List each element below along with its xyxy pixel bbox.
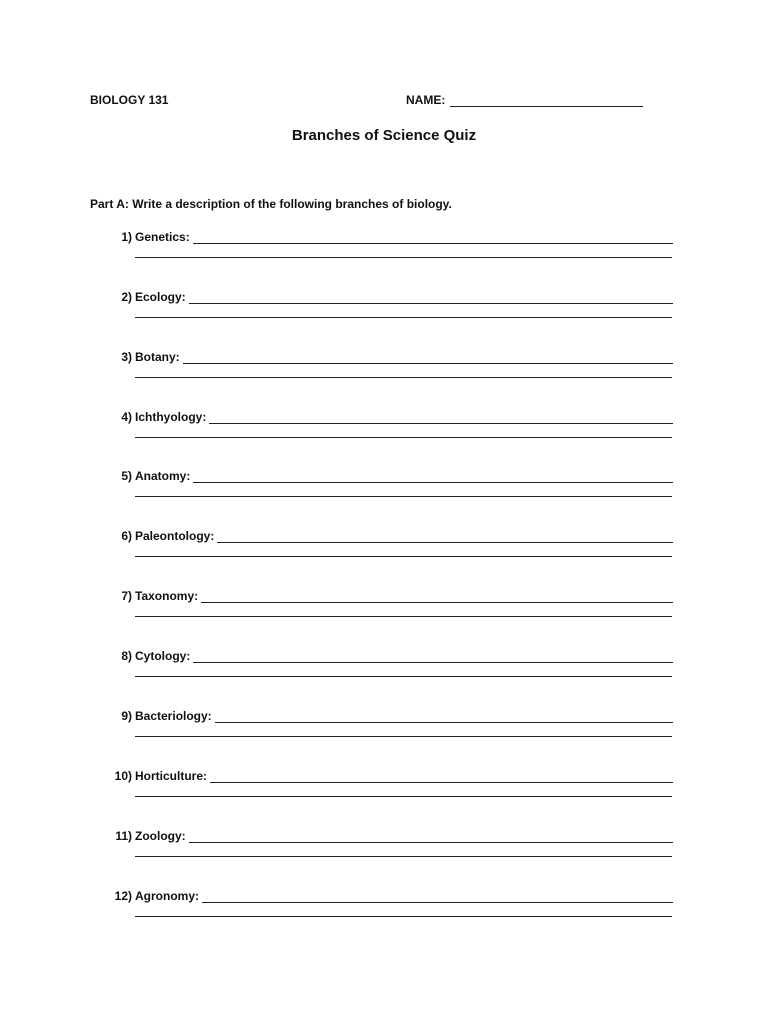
question-term: Cytology: xyxy=(135,649,191,663)
question-term: Ecology: xyxy=(135,290,186,304)
question-item xyxy=(0,230,768,270)
answer-line[interactable] xyxy=(189,830,673,843)
question-number: 5) xyxy=(121,469,132,483)
answer-line[interactable] xyxy=(135,437,672,438)
question-term: Horticulture: xyxy=(135,769,207,783)
question-item xyxy=(0,649,768,689)
question-term: Taxonomy: xyxy=(135,589,199,603)
question-item xyxy=(0,529,768,569)
question-row xyxy=(135,350,673,364)
answer-line[interactable] xyxy=(135,257,672,258)
question-number: 2) xyxy=(121,290,132,304)
answer-line[interactable] xyxy=(193,231,673,244)
answer-line[interactable] xyxy=(135,856,672,857)
answer-line[interactable] xyxy=(135,556,672,557)
question-term: Bacteriology: xyxy=(135,709,212,723)
question-row xyxy=(135,589,673,603)
answer-line[interactable] xyxy=(193,470,673,483)
answer-line[interactable] xyxy=(201,590,673,603)
answer-line[interactable] xyxy=(135,616,672,617)
question-item xyxy=(0,290,768,330)
quiz-title: Branches of Science Quiz xyxy=(291,127,477,144)
question-term: Paleontology: xyxy=(135,529,215,543)
question-row xyxy=(135,230,673,244)
question-number: 6) xyxy=(121,529,132,543)
question-row xyxy=(135,649,673,663)
part-a-instructions: Part A: Write a description of the following branches of biology. xyxy=(90,197,452,211)
question-item xyxy=(0,829,768,869)
question-term: Zoology: xyxy=(135,829,186,843)
question-number: 8) xyxy=(121,649,132,663)
answer-line[interactable] xyxy=(135,796,672,797)
question-row xyxy=(135,529,673,543)
answer-line[interactable] xyxy=(209,411,673,424)
question-item xyxy=(0,589,768,629)
question-number: 3) xyxy=(121,350,132,364)
answer-line[interactable] xyxy=(202,890,673,903)
question-number: 12) xyxy=(114,889,132,903)
answer-line[interactable] xyxy=(135,377,672,378)
answer-line[interactable] xyxy=(210,770,673,783)
question-row xyxy=(135,829,673,843)
answer-line[interactable] xyxy=(135,317,672,318)
question-row xyxy=(135,290,673,304)
question-term: Anatomy: xyxy=(135,469,191,483)
answer-line[interactable] xyxy=(217,530,673,543)
question-item xyxy=(0,889,768,929)
answer-line[interactable] xyxy=(193,650,673,663)
answer-line[interactable] xyxy=(183,351,673,364)
answer-line[interactable] xyxy=(135,736,672,737)
question-row xyxy=(135,469,673,483)
question-term: Botany: xyxy=(135,350,180,364)
question-term: Agronomy: xyxy=(135,889,199,903)
answer-line[interactable] xyxy=(135,496,672,497)
question-term: Genetics: xyxy=(135,230,190,244)
question-item xyxy=(0,769,768,809)
question-item xyxy=(0,350,768,390)
question-row xyxy=(135,410,673,424)
question-number: 11) xyxy=(115,829,132,843)
answer-line[interactable] xyxy=(135,676,672,677)
answer-line[interactable] xyxy=(215,710,673,723)
course-code: BIOLOGY 131 xyxy=(90,93,169,107)
question-item xyxy=(0,469,768,509)
question-term: Ichthyology: xyxy=(135,410,207,424)
question-row xyxy=(135,769,673,783)
question-number: 4) xyxy=(121,410,132,424)
question-item xyxy=(0,709,768,749)
question-number: 10) xyxy=(114,769,132,783)
name-label: NAME: xyxy=(406,93,446,107)
answer-line[interactable] xyxy=(189,291,673,304)
question-item xyxy=(0,410,768,450)
question-number: 7) xyxy=(121,589,132,603)
question-row xyxy=(135,709,673,723)
question-row xyxy=(135,889,673,903)
question-number: 1) xyxy=(121,230,132,244)
question-number: 9) xyxy=(121,709,132,723)
answer-line[interactable] xyxy=(135,916,672,917)
